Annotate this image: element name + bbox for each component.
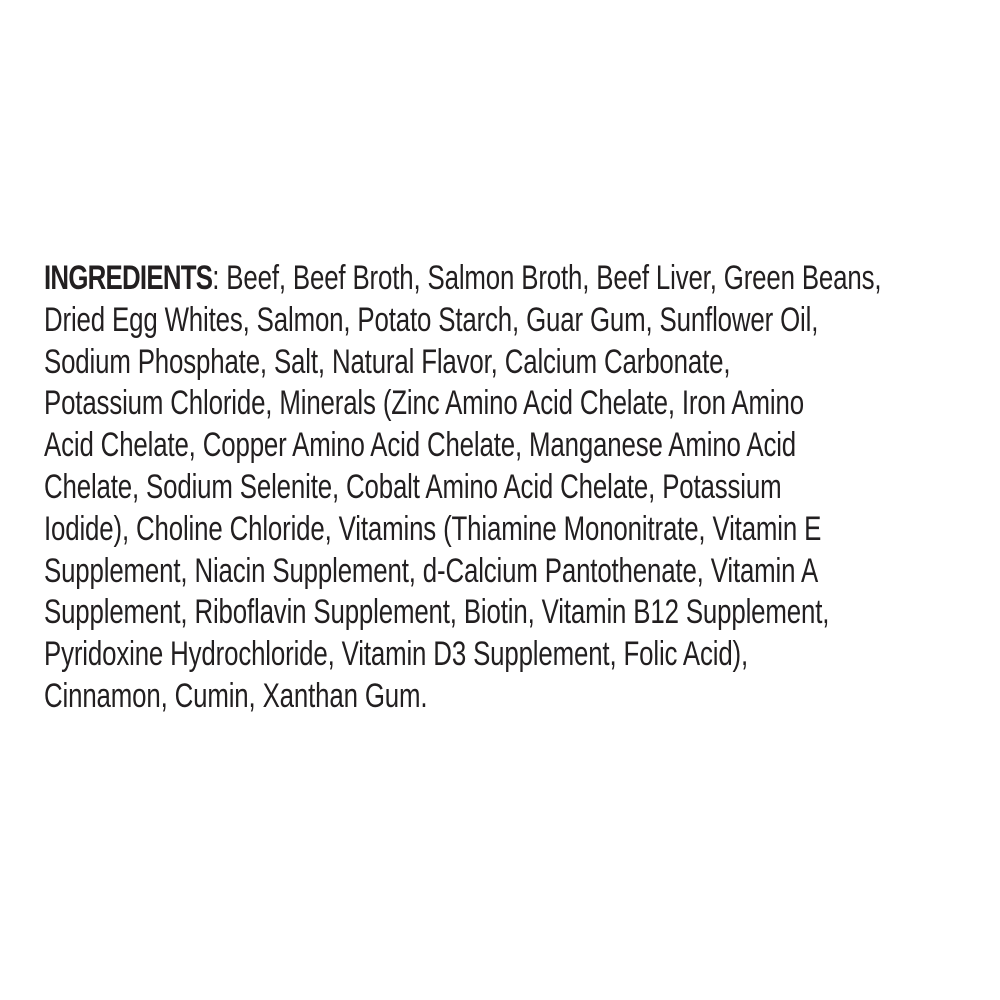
ingredients-line-3: Sodium Phosphate, Salt, Natural Flavor, Calcium Carbonate, bbox=[44, 342, 731, 381]
ingredients-line-7: Iodide), Choline Chloride, Vitamins (Thiamine Mononitrate, Vitamin E bbox=[44, 509, 822, 548]
ingredients-statement bbox=[44, 258, 1000, 718]
ingredients-line-5: Acid Chelate, Copper Amino Acid Chelate, Manganese Amino Acid bbox=[44, 426, 797, 465]
ingredients-line-10: Pyridoxine Hydrochloride, Vitamin D3 Supplement, Folic Acid), bbox=[44, 635, 749, 674]
ingredients-line-4: Potassium Chloride, Minerals (Zinc Amino Acid Chelate, Iron Amino bbox=[44, 384, 804, 423]
ingredients-line-2: Dried Egg Whites, Salmon, Potato Starch, Guar Gum, Sunflower Oil, bbox=[44, 300, 819, 339]
ingredients-heading: INGREDIENTS bbox=[44, 259, 213, 297]
ingredients-line-9: Supplement, Riboflavin Supplement, Biotin, Vitamin B12 Supplement, bbox=[44, 593, 830, 632]
ingredients-line-6: Chelate, Sodium Selenite, Cobalt Amino Acid Chelate, Potassium bbox=[44, 467, 782, 506]
ingredients-heading-separator: : bbox=[212, 259, 227, 297]
ingredients-line-11: Cinnamon, Cumin, Xanthan Gum. bbox=[44, 676, 428, 715]
ingredients-line-1 bbox=[44, 258, 1000, 300]
ingredients-line-text: Beef, Beef Broth, Salmon Broth, Beef Liver, Green Beans, bbox=[226, 259, 882, 297]
ingredients-line-8: Supplement, Niacin Supplement, d-Calcium Pantothenate, Vitamin A bbox=[44, 551, 819, 590]
